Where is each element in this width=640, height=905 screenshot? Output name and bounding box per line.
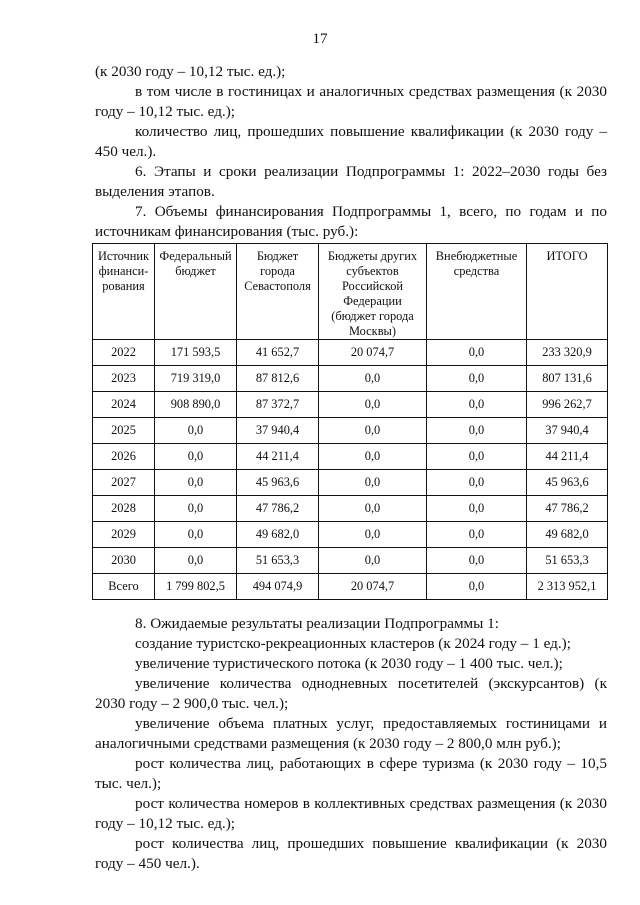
cell-other-subjects: 0,0: [319, 418, 427, 444]
cell-other-subjects: 20 074,7: [319, 340, 427, 366]
cell-sevastopol: 49 682,0: [237, 522, 319, 548]
cell-other-subjects: 0,0: [319, 392, 427, 418]
cell-federal: 719 319,0: [155, 366, 237, 392]
header-federal-budget: Федеральный бюджет: [155, 244, 237, 340]
cell-federal: 1 799 802,5: [155, 574, 237, 600]
cell-total: 49 682,0: [527, 522, 608, 548]
paragraph: увеличение количества однодневных посетителей (экскурсантов) (к 2030 году – 2 900,0 тыс. чел.);: [95, 675, 607, 712]
cell-sevastopol: 37 940,4: [237, 418, 319, 444]
header-total: ИТОГО: [527, 244, 608, 340]
table-row: [93, 340, 608, 366]
paragraph: увеличение объема платных услуг, предоставляемых гостиницами и аналогичными средствами размещения (к 2030 году – 2 800,0 млн руб.);: [95, 715, 607, 752]
cell-total: 51 653,3: [527, 548, 608, 574]
paragraph: в том числе в гостиницах и аналогичных средствах размещения (к 2030 году – 10,12 тыс. ед.);: [95, 83, 607, 120]
cell-other-subjects: 0,0: [319, 366, 427, 392]
cell-other-subjects: 0,0: [319, 444, 427, 470]
cell-extrabudgetary: 0,0: [427, 418, 527, 444]
header-extrabudgetary: Внебюджетные средства: [427, 244, 527, 340]
table-row: [93, 548, 608, 574]
cell-federal: 908 890,0: [155, 392, 237, 418]
cell-sevastopol: 44 211,4: [237, 444, 319, 470]
paragraph: рост количества номеров в коллективных средствах размещения (к 2030 году – 10,12 тыс. ед.);: [95, 795, 607, 832]
cell-year: 2023: [93, 366, 155, 392]
cell-extrabudgetary: 0,0: [427, 392, 527, 418]
cell-federal: 171 593,5: [155, 340, 237, 366]
paragraph: создание туристско-рекреационных кластеров (к 2024 году – 1 ед.);: [135, 635, 571, 652]
cell-other-subjects: 0,0: [319, 522, 427, 548]
cell-other-subjects: 0,0: [319, 470, 427, 496]
paragraph: рост количества лиц, работающих в сфере туризма (к 2030 году – 10,5 тыс. чел.);: [95, 755, 607, 792]
header-sevastopol-budget: Бюджет города Севастополя: [237, 244, 319, 340]
cell-year: 2029: [93, 522, 155, 548]
top-text-block: [95, 62, 607, 242]
cell-federal: 0,0: [155, 548, 237, 574]
cell-total: 233 320,9: [527, 340, 608, 366]
table-row: [93, 392, 608, 418]
cell-total: 47 786,2: [527, 496, 608, 522]
cell-sevastopol: 41 652,7: [237, 340, 319, 366]
cell-federal: 0,0: [155, 444, 237, 470]
cell-year: 2022: [93, 340, 155, 366]
cell-extrabudgetary: 0,0: [427, 574, 527, 600]
cell-extrabudgetary: 0,0: [427, 366, 527, 392]
cell-federal: 0,0: [155, 418, 237, 444]
cell-total: 37 940,4: [527, 418, 608, 444]
cell-year: Всего: [93, 574, 155, 600]
cell-year: 2027: [93, 470, 155, 496]
page-number: 17: [312, 31, 328, 47]
cell-sevastopol: 87 372,7: [237, 392, 319, 418]
cell-sevastopol: 45 963,6: [237, 470, 319, 496]
cell-extrabudgetary: 0,0: [427, 340, 527, 366]
paragraph: увеличение туристического потока (к 2030 году – 1 400 тыс. чел.);: [135, 655, 563, 672]
table-row-total: [93, 574, 608, 600]
cell-sevastopol: 47 786,2: [237, 496, 319, 522]
table-row: [93, 366, 608, 392]
cell-total: 45 963,6: [527, 470, 608, 496]
cell-total: 807 131,6: [527, 366, 608, 392]
cell-year: 2025: [93, 418, 155, 444]
cell-total: 2 313 952,1: [527, 574, 608, 600]
table-row: [93, 444, 608, 470]
paragraph: количество лиц, прошедших повышение квалификации (к 2030 году – 450 чел.).: [95, 123, 607, 160]
cell-extrabudgetary: 0,0: [427, 496, 527, 522]
cell-year: 2030: [93, 548, 155, 574]
cell-extrabudgetary: 0,0: [427, 444, 527, 470]
paragraph: рост количества лиц, прошедших повышение квалификации (к 2030 году – 450 чел.).: [95, 835, 607, 872]
cell-year: 2028: [93, 496, 155, 522]
cell-extrabudgetary: 0,0: [427, 470, 527, 496]
header-other-subjects-budget: Бюджеты других субъектов Российской Федерации (бюджет города Москвы): [319, 244, 427, 340]
financing-table: [92, 243, 608, 600]
cell-sevastopol: 87 812,6: [237, 366, 319, 392]
table-row: [93, 522, 608, 548]
cell-year: 2024: [93, 392, 155, 418]
bottom-text-block: [95, 614, 607, 874]
cell-extrabudgetary: 0,0: [427, 522, 527, 548]
cell-sevastopol: 51 653,3: [237, 548, 319, 574]
cell-federal: 0,0: [155, 496, 237, 522]
cell-federal: 0,0: [155, 470, 237, 496]
paragraph-section-6: 6. Этапы и сроки реализации Подпрограммы 1: 2022–2030 годы без выделения этапов.: [95, 163, 607, 200]
header-source: Источник финанси-рования: [93, 244, 155, 340]
cell-total: 44 211,4: [527, 444, 608, 470]
table-row: [93, 418, 608, 444]
cell-federal: 0,0: [155, 522, 237, 548]
table-header-row: [93, 244, 608, 340]
paragraph-section-7: 7. Объемы финансирования Подпрограммы 1, всего, по годам и по источникам финансирования (тыс. руб.):: [95, 203, 607, 240]
paragraph-section-8: 8. Ожидаемые результаты реализации Подпрограммы 1:: [135, 615, 499, 632]
paragraph: (к 2030 году – 10,12 тыс. ед.);: [95, 63, 286, 80]
table-row: [93, 470, 608, 496]
table-row: [93, 496, 608, 522]
cell-year: 2026: [93, 444, 155, 470]
cell-sevastopol: 494 074,9: [237, 574, 319, 600]
cell-other-subjects: 0,0: [319, 548, 427, 574]
cell-extrabudgetary: 0,0: [427, 548, 527, 574]
cell-total: 996 262,7: [527, 392, 608, 418]
cell-other-subjects: 0,0: [319, 496, 427, 522]
cell-other-subjects: 20 074,7: [319, 574, 427, 600]
